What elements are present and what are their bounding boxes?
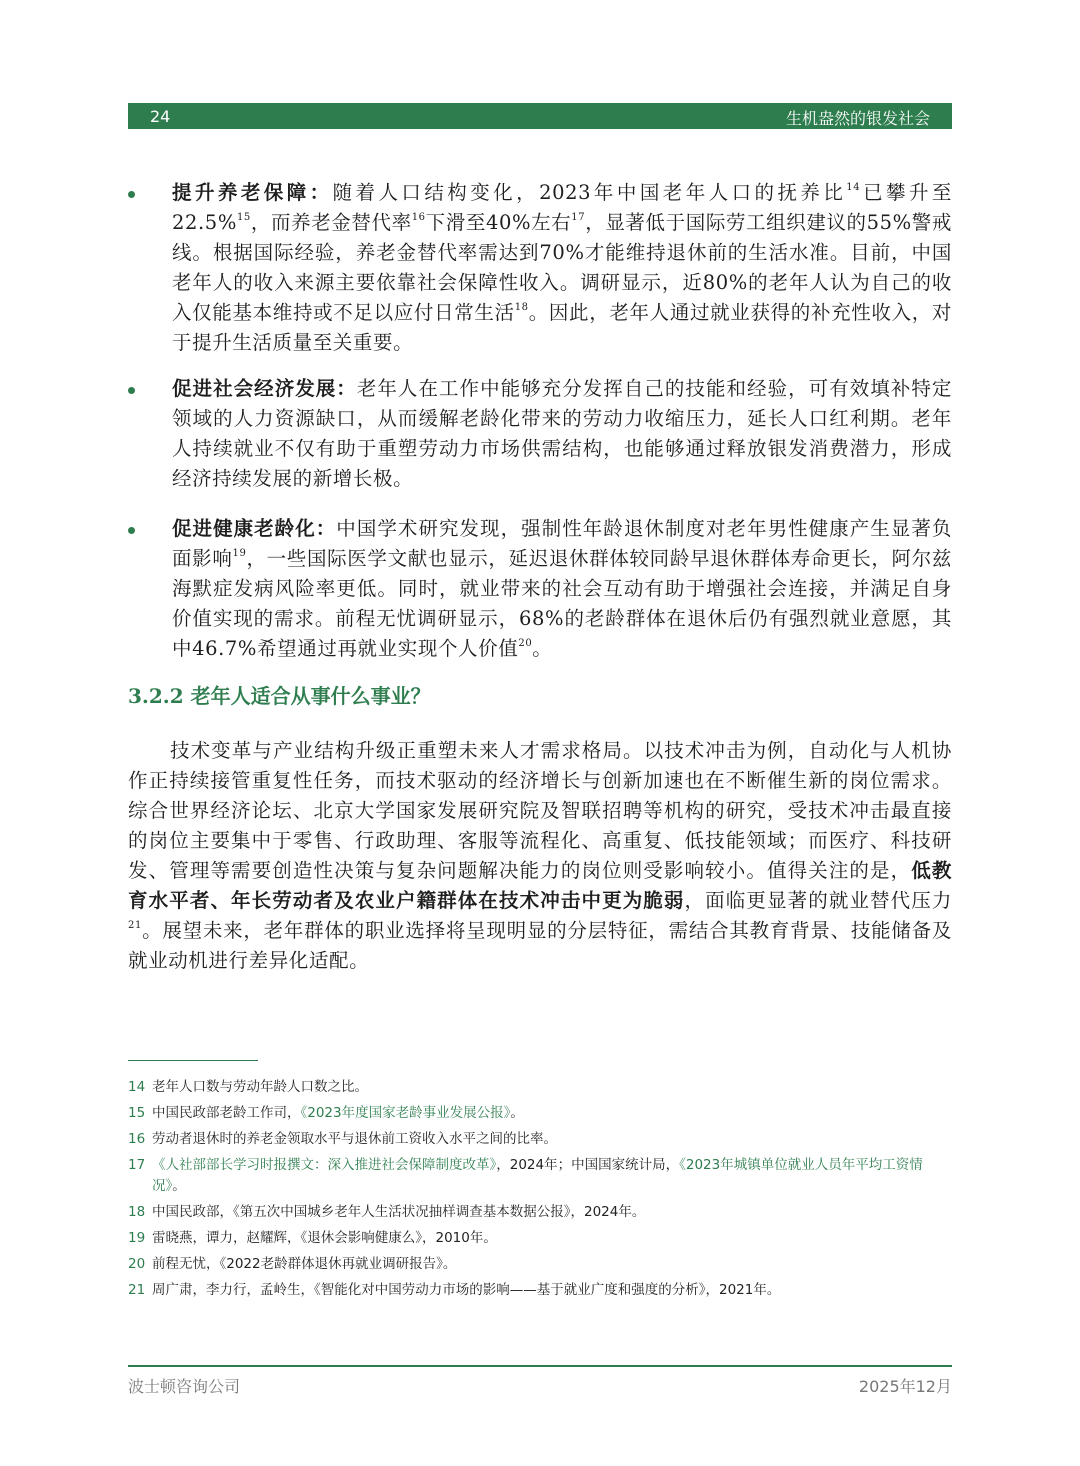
- bullet-dot-icon: [128, 527, 135, 534]
- footnote-16: 16 劳动者退休时的养老金领取水平与退休前工资收入水平之间的比率。: [128, 1131, 557, 1147]
- footnote-21: 21 周广肃，李力行，孟岭生，《智能化对中国劳动力市场的影响——基于就业广度和强度的分析》，2021年。: [128, 1282, 781, 1298]
- footnote-19: 19 雷晓燕，谭力，赵耀辉，《退休会影响健康么》，2010年。: [128, 1230, 497, 1246]
- bullet-title: 促进健康老龄化：: [172, 517, 337, 540]
- footnote-link[interactable]: 《2023年城镇单位就业人员年平均工资情况》: [152, 1157, 923, 1194]
- footnote-link[interactable]: 《人社部部长学习时报撰文：深入推进社会保障制度改革》: [152, 1157, 497, 1173]
- bullet-text: 促进健康老龄化：中国学术研究发现，强制性年龄退休制度对老年男性健康产生显著负面影响$^{19}$，一些国际医学文献也显示，延迟退休群体较同龄早退休群体寿命更长，阿尔兹海默症发病风险率更低。同时，就业带来的社会互动有助于增强社会连接，并满足自身价值实现的需求。前程无忧调研显示，68%的老龄群体在退休后仍有强烈就业意愿，其中46.7%希望通过再就业实现个人价值$^{20}$。: [172, 517, 952, 660]
- emphasis-text: 低教育水平者、年长劳动者及农业户籍群体在技术冲击中更为脆弱: [128, 859, 952, 912]
- footer-divider: [128, 1365, 952, 1367]
- footnote-14: 14 老年人口数与劳动年龄人口数之比。: [128, 1079, 368, 1095]
- page-number: 24: [150, 107, 171, 126]
- bullet-text: 提升养老保障：随着人口结构变化，2023年中国老年人口的抚养比$^{14}$已攀升至22.5%$^{15}$，而养老金替代率$^{16}$下滑至40%左右$^{17}$，显著低于国际劳工组织建议的55%警戒线。根据国际经验，养老金替代率需达到70%才能维持退休前的生活水准。目前，中国老年人的收入来源主要依靠社会保障性收入。调研显示，近80%的老年人认为自己的收入仅能基本维持或不足以应付日常生活$^{18}$。因此，老年人通过就业获得的补充性收入，对于提升生活质量至关重要。: [172, 181, 952, 354]
- footnote-20: 20 前程无忧，《2022老龄群体退休再就业调研报告》。: [128, 1256, 457, 1272]
- bullet-title: 促进社会经济发展：: [172, 377, 357, 400]
- bullet-dot-icon: [128, 387, 135, 394]
- bullet-title: 提升养老保障：: [172, 181, 333, 204]
- footnote-link[interactable]: 《2023年度国家老龄事业发展公报》: [300, 1105, 511, 1121]
- footnote-ref[interactable]: 14: [846, 181, 861, 193]
- footnote-ref[interactable]: 18: [514, 301, 529, 313]
- footnote-17: 17 《人社部部长学习时报撰文：深入推进社会保障制度改革》，2024年；中国国家统计局，《2023年城镇单位就业人员年平均工资情况》。: [128, 1157, 923, 1194]
- footnote-ref[interactable]: 19: [232, 547, 247, 559]
- footnotes: [128, 1074, 952, 1303]
- header-bar: [128, 103, 952, 129]
- header-title: 生机盎然的银发社会: [785, 109, 930, 128]
- bullet-pension: [128, 178, 952, 358]
- footer-company: 波士顿咨询公司: [128, 1377, 241, 1396]
- bullet-dot-icon: [128, 191, 135, 198]
- footnote-ref[interactable]: 17: [571, 211, 586, 223]
- footnote-ref[interactable]: 15: [236, 211, 251, 223]
- footnote-ref[interactable]: 16: [411, 211, 426, 223]
- bullet-health: [128, 514, 952, 664]
- bullet-text: 促进社会经济发展：老年人在工作中能够充分发挥自己的技能和经验，可有效填补特定领域的人力资源缺口，从而缓解老龄化带来的劳动力收缩压力，延长人口红利期。老年人持续就业不仅有助于重塑劳动力市场供需结构，也能够通过释放银发消费潜力，形成经济持续发展的新增长极。: [172, 377, 952, 490]
- footnote-15: 15 中国民政部老龄工作司，《2023年度国家老龄事业发展公报》。: [128, 1105, 524, 1121]
- section-heading: 3.2.2 老年人适合从事什么事业？: [128, 684, 431, 708]
- footnote-ref[interactable]: 20: [518, 637, 533, 649]
- footnote-divider: [128, 1060, 258, 1061]
- bullet-economy: [128, 374, 952, 494]
- body-paragraph: 技术变革与产业结构升级正重塑未来人才需求格局。以技术冲击为例，自动化与人机协作正持续接管重复性任务，而技术驱动的经济增长与创新加速也在不断催生新的岗位需求。综合世界经济论坛、北京大学国家发展研究院及智联招聘等机构的研究，受技术冲击最直接的岗位主要集中于零售、行政助理、客服等流程化、高重复、低技能领域；而医疗、科技研发、管理等需要创造性决策与复杂问题解决能力的岗位则受影响较小。值得关注的是，低教育水平者、年长劳动者及农业户籍群体在技术冲击中更为脆弱，面临更显著的就业替代压力$^{21}$。展望未来，老年群体的职业选择将呈现明显的分层特征，需结合其教育背景、技能储备及就业动机进行差异化适配。: [128, 739, 952, 972]
- footer-date: 2025年12月: [858, 1377, 952, 1396]
- footnote-18: 18 中国民政部，《第五次中国城乡老年人生活状况抽样调查基本数据公报》，2024年。: [128, 1204, 646, 1220]
- footnote-ref[interactable]: 21: [128, 919, 142, 931]
